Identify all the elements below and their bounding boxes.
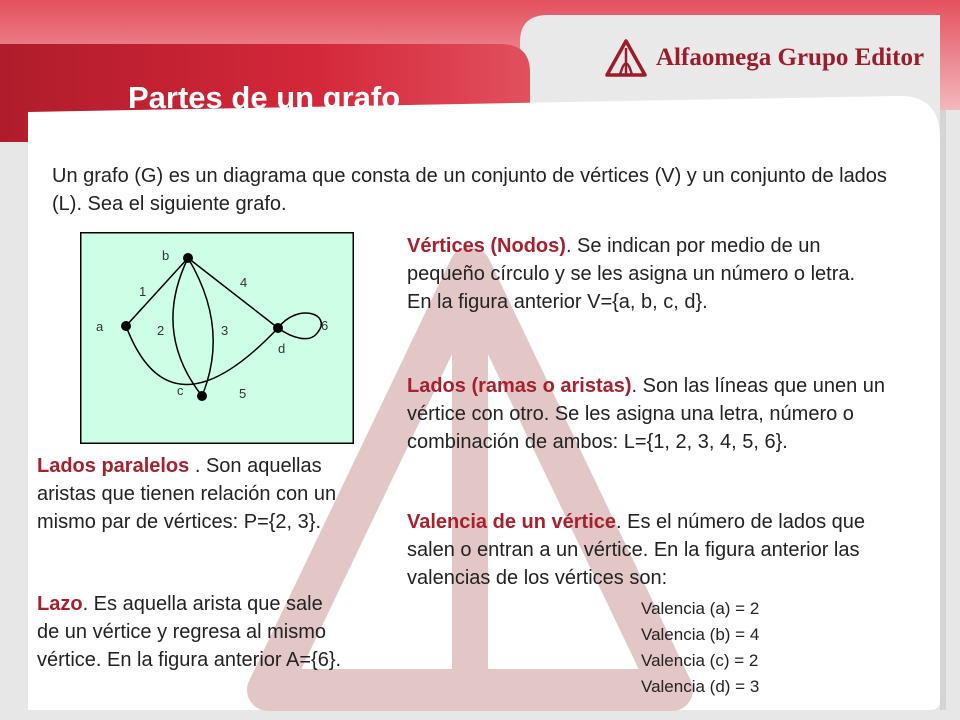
lazo-body: . Es aquella arista que sale de un vértice y regresa al mismo vértice. En la figura anterior A={6}. (37, 593, 342, 671)
lazo-term: Lazo (37, 593, 83, 615)
vertices-section (407, 232, 885, 316)
valencia-item-d: Valencia (d) = 3 (641, 677, 760, 696)
lados-body: . Son las líneas que unen un vértice con otro. Se les asigna una letra, número o combinación de ambos: L={1, 2, 3, 4, 5, 6}. (407, 375, 886, 453)
edge-label-6: 6 (321, 318, 329, 333)
lazo-section (37, 590, 347, 674)
valencia-section (407, 508, 887, 592)
intro-text: Un grafo (G) es un diagrama que consta de un conjunto de vértices (V) y un conjunto de lados (L). Sea el siguiente grafo. (52, 165, 887, 215)
brand (604, 38, 924, 78)
vertex-label-d: d (278, 341, 286, 356)
vertex-d (273, 323, 283, 333)
edge-label-1: 1 (139, 284, 147, 299)
valencia-item-b: Valencia (b) = 4 (641, 625, 760, 644)
vertex-a (121, 321, 131, 331)
lados-term: Lados (ramas o aristas) (407, 375, 632, 397)
valencia-list (641, 596, 759, 700)
edge-label-2: 2 (157, 323, 165, 338)
vertices-body: . Se indican por medio de un pequeño círculo y se les asigna un número o letra. En la figura anterior V={a, b, c, d}. (407, 235, 856, 313)
edge-label-5: 5 (239, 386, 247, 401)
valencia-item-c: Valencia (c) = 2 (641, 651, 759, 670)
lados-section (407, 372, 889, 456)
vertex-label-b: b (162, 248, 170, 263)
valencia-item-a: Valencia (a) = 2 (641, 599, 760, 618)
valencia-term: Valencia de un vértice (407, 511, 616, 533)
brand-name: Alfaomega Grupo Editor (656, 44, 925, 71)
edge-label-3: 3 (221, 323, 229, 338)
vertex-b (183, 253, 193, 263)
paralelos-term: Lados paralelos (37, 455, 190, 477)
page-title: Partes de un grafo (128, 80, 401, 115)
paralelos-section (37, 452, 382, 536)
vertex-label-c: c (177, 383, 184, 398)
vertices-term: Vértices (Nodos) (407, 235, 566, 257)
alfaomega-logo-icon (604, 38, 648, 78)
vertex-label-a: a (96, 319, 104, 334)
valencia-body: . Es el número de lados que salen o entran a un vértice. En la figura anterior las valencias de los vértices son: (407, 511, 866, 589)
graph-diagram (80, 232, 354, 444)
paralelos-body: . Son aquellas aristas que tienen relación con un mismo par de vértices: P={2, 3}. (37, 455, 337, 533)
vertex-c (197, 391, 207, 401)
edge-label-4: 4 (240, 275, 248, 290)
